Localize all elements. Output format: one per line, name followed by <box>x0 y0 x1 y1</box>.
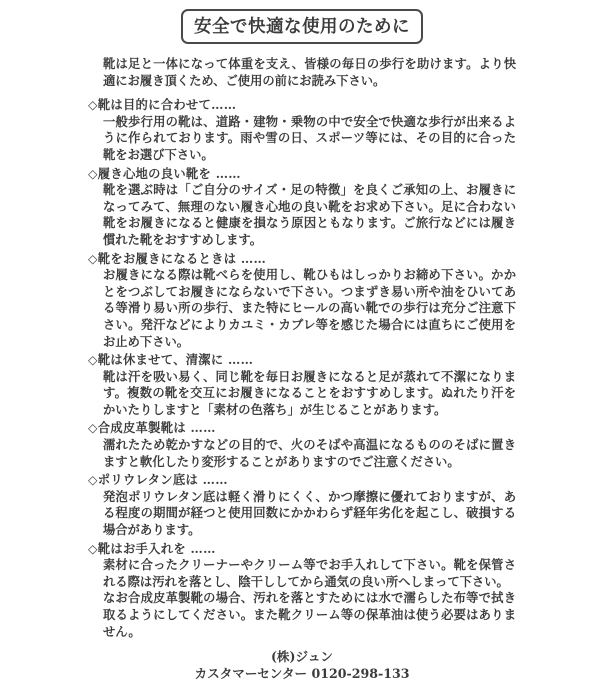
care-section <box>88 541 516 641</box>
section-body <box>88 369 516 419</box>
care-section <box>88 166 516 249</box>
care-section <box>88 97 516 163</box>
section-body <box>88 437 516 470</box>
care-section <box>88 352 516 418</box>
title-area <box>88 9 516 44</box>
care-sections <box>88 97 516 640</box>
section-paragraph: 靴は汗を吸い易く、同じ靴を毎日お履きになると足が蒸れて不潔になります。複数の靴を交互にお履きになることをおすすめします。ぬれたり汗をかいたりしますと「素材の色落ち」が生じることがあります。 <box>103 368 516 417</box>
section-heading: ◇靴は目的に合わせて…… <box>88 97 237 113</box>
section-paragraph: 濡れたため乾かすなどの目的で、火のそばや高温になるもののそばに置きますと軟化したり変形することがありますのでご注意ください。 <box>103 437 516 469</box>
section-heading: ◇ポリウレタン底は …… <box>88 472 228 488</box>
section-heading: ◇靴はお手入れを …… <box>88 540 216 556</box>
section-paragraph: 素材に合ったクリーナーやクリーム等でお手入れして下さい。靴を保管される際は汚れを落とし、陰干ししてから通気の良い所へしまって下さい。 <box>103 557 516 589</box>
section-paragraph: なお合成皮革製靴の場合、汚れを落とすためには水で濡らした布等で拭き取るようにしてください。また靴クリーム等の保革油は使う必要はありません。 <box>103 590 516 639</box>
section-heading: ◇靴は休ませて、清潔に …… <box>88 352 254 368</box>
document-footer <box>88 648 516 682</box>
section-body <box>88 557 516 640</box>
section-heading: ◇履き心地の良い靴を …… <box>88 165 241 181</box>
care-section <box>88 251 516 351</box>
care-section <box>88 420 516 470</box>
section-heading: ◇合成皮革製靴は …… <box>88 420 216 436</box>
section-paragraph: 一般歩行用の靴は、道路・建物・乗物の中で安全で快適な歩行が出来るように作られております。雨や雪の日、スポーツ等には、その目的に合った靴をお選び下さい。 <box>103 113 516 162</box>
section-body <box>88 114 516 164</box>
company-name: (株)ジュン <box>270 649 334 665</box>
section-body <box>88 489 516 539</box>
care-section <box>88 472 516 538</box>
page-title: 安全で快適な使用のために <box>181 9 423 44</box>
section-body <box>88 182 516 248</box>
section-paragraph: お履きになる際は靴べらを使用し、靴ひもはしっかりお締め下さい。かかとをつぶしてお履きにならないで下さい。つまずき易い所や油をひいてある等滑り易い所の歩行、また特にヒールの高い靴での歩行は充分ご注意下さい。発汗などによりカユミ・カブレ等を感じた場合には直ちにご使用をお止め下さい。 <box>103 267 516 349</box>
section-paragraph: 発泡ポリウレタン底は軽く滑りにくく、かつ摩擦に優れておりますが、ある程度の期間が経つと使用回数にかかわらず経年劣化を起こし、破損する場合があります。 <box>103 488 516 538</box>
section-body <box>88 267 516 350</box>
intro-paragraph: 靴は足と一体になって体重を支え、皆様の毎日の歩行を助けます。より快適にお履き頂くため、ご使用の前にお読み下さい。 <box>103 56 516 88</box>
section-paragraph: 靴を選ぶ時は「ご自分のサイズ・足の特徴」を良くご承知の上、お履きになってみて、無理のない履き心地の良い靴をお求め下さい。足に合わない靴をお履きになると健康を損なう原因ともなります。ご旅行などには履き慣れた靴をおすすめします。 <box>103 182 516 247</box>
customer-center-phone: カスタマーセンター 0120-298-133 <box>194 666 410 682</box>
section-heading: ◇靴をお履きになるときは …… <box>88 250 267 266</box>
